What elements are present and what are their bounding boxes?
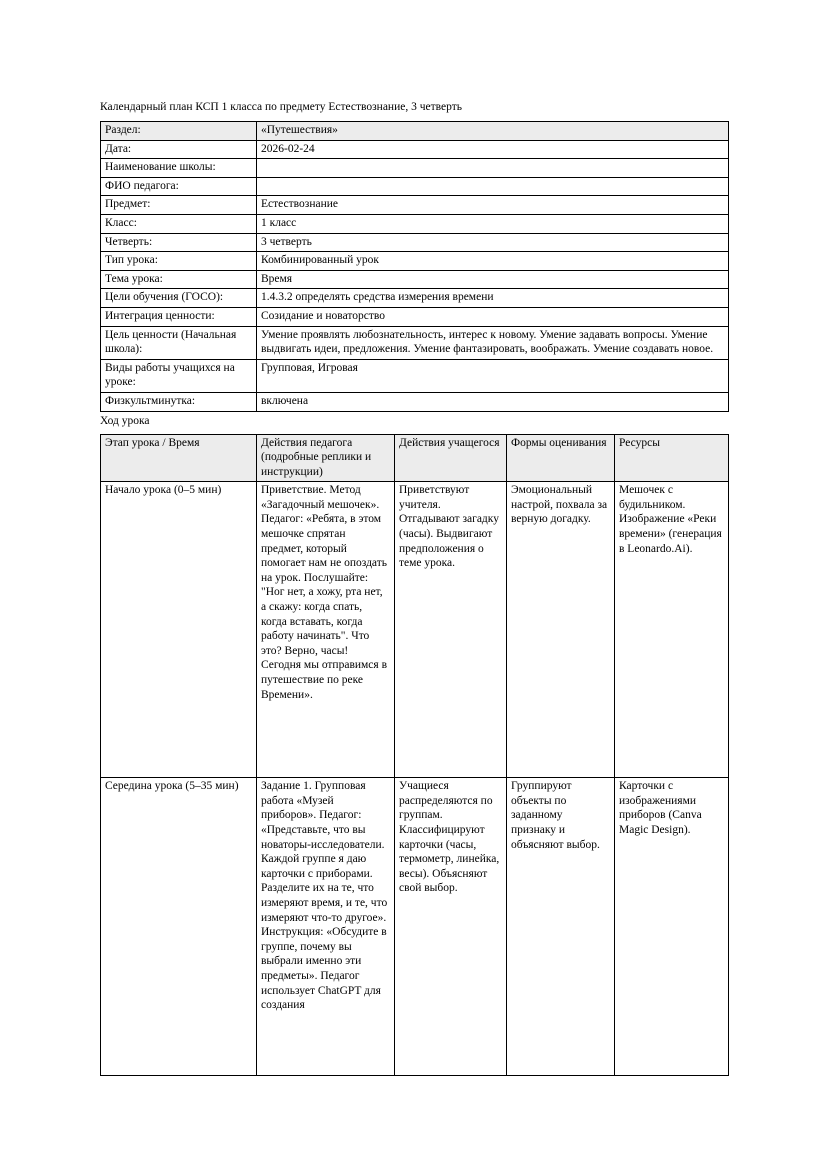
info-label: ФИО педагога: [101,177,257,196]
table-row [101,359,729,392]
info-label: Наименование школы: [101,159,257,178]
info-value: «Путешествия» [257,122,729,141]
lesson-flow-head [101,434,729,482]
info-value [257,159,729,178]
info-label: Физкультминутка: [101,392,257,411]
table-row [101,252,729,271]
info-label: Тип урока: [101,252,257,271]
info-value [257,177,729,196]
resources-cell: Карточки с изображениями приборов (Canva Magic Design). [615,778,729,1076]
column-header-stage: Этап урока / Время [101,434,257,482]
info-label: Виды работы учащихся на уроке: [101,359,257,392]
info-label: Интеграция ценности: [101,307,257,326]
info-label: Предмет: [101,196,257,215]
table-row [101,196,729,215]
assessment-cell: Группируют объекты по заданному признаку и объясняют выбор. [507,778,615,1076]
table-header-row [101,434,729,482]
lesson-flow-body [101,482,729,1076]
section-caption: Ход урока [100,414,150,427]
info-label: Дата: [101,140,257,159]
page-title: Календарный план КСП 1 класса по предмету Естествознание, 3 четверть [100,101,462,113]
table-row [101,140,729,159]
info-value: Время [257,270,729,289]
table-row [101,289,729,308]
assessment-cell: Эмоциональный настрой, похвала за верную догадку. [507,482,615,778]
info-value: Созидание и новаторство [257,307,729,326]
stage-cell: Начало урока (0–5 мин) [101,482,257,778]
info-value: 3 четверть [257,233,729,252]
table-row [101,326,729,359]
teacher-actions-cell: Задание 1. Групповая работа «Музей приборов». Педагог: «Представьте, что вы новаторы-исследователи. Каждой группе я даю карточки с приборами. Разделите их на те, что измеряют время, и те, что измеряют что-то другое». Инструкция: «Обсудите в группе, почему вы выбрали именно эти предметы». Педагог использует ChatGPT для создания [257,778,395,1076]
table-row [101,392,729,411]
info-value: 2026-02-24 [257,140,729,159]
info-value: 1 класс [257,214,729,233]
column-header-assessment: Формы оценивания [507,434,615,482]
table-row [101,233,729,252]
table-row [101,778,729,1076]
info-value: Умение проявлять любознательность, интерес к новому. Умение задавать вопросы. Умение выдвигать идеи, предложения. Умение фантазировать, воображать. Умение создавать новое. [257,326,729,359]
info-label: Цель ценности (Начальная школа): [101,326,257,359]
info-value: Комбинированный урок [257,252,729,271]
table-row [101,159,729,178]
student-actions-cell: Приветствуют учителя. Отгадывают загадку (часы). Выдвигают предположения о теме урока. [395,482,507,778]
table-row [101,214,729,233]
student-actions-cell: Учащиеся распределяются по группам. Классифицируют карточки (часы, термометр, линейка, весы). Объясняют свой выбор. [395,778,507,1076]
lesson-info-body [101,122,729,412]
resources-cell: Мешочек с будильником. Изображение «Реки времени» (генерация в Leonardo.Ai). [615,482,729,778]
info-value: Групповая, Игровая [257,359,729,392]
teacher-actions-cell: Приветствие. Метод «Загадочный мешочек». Педагог: «Ребята, в этом мешочке спрятан предмет, который помогает нам не опоздать на урок. Послушайте: "Ног нет, а хожу, рта нет, а скажу: когда спать, когда вставать, когда работу начинать". Что это? Верно, часы! Сегодня мы отправимся в путешествие по реке Времени». [257,482,395,778]
info-value: Естествознание [257,196,729,215]
info-label: Раздел: [101,122,257,141]
table-row [101,177,729,196]
info-label: Класс: [101,214,257,233]
table-row [101,482,729,778]
table-row [101,307,729,326]
info-value: 1.4.3.2 определять средства измерения времени [257,289,729,308]
column-header-resources: Ресурсы [615,434,729,482]
info-label: Тема урока: [101,270,257,289]
table-row [101,122,729,141]
table-row [101,270,729,289]
info-label: Четверть: [101,233,257,252]
column-header-student-actions: Действия учащегося [395,434,507,482]
info-label: Цели обучения (ГОСО): [101,289,257,308]
lesson-info-table [100,121,729,412]
column-header-teacher-actions: Действия педагога (подробные реплики и инструкции) [257,434,395,482]
info-value: включена [257,392,729,411]
stage-cell: Середина урока (5–35 мин) [101,778,257,1076]
lesson-flow-table [100,434,729,1077]
